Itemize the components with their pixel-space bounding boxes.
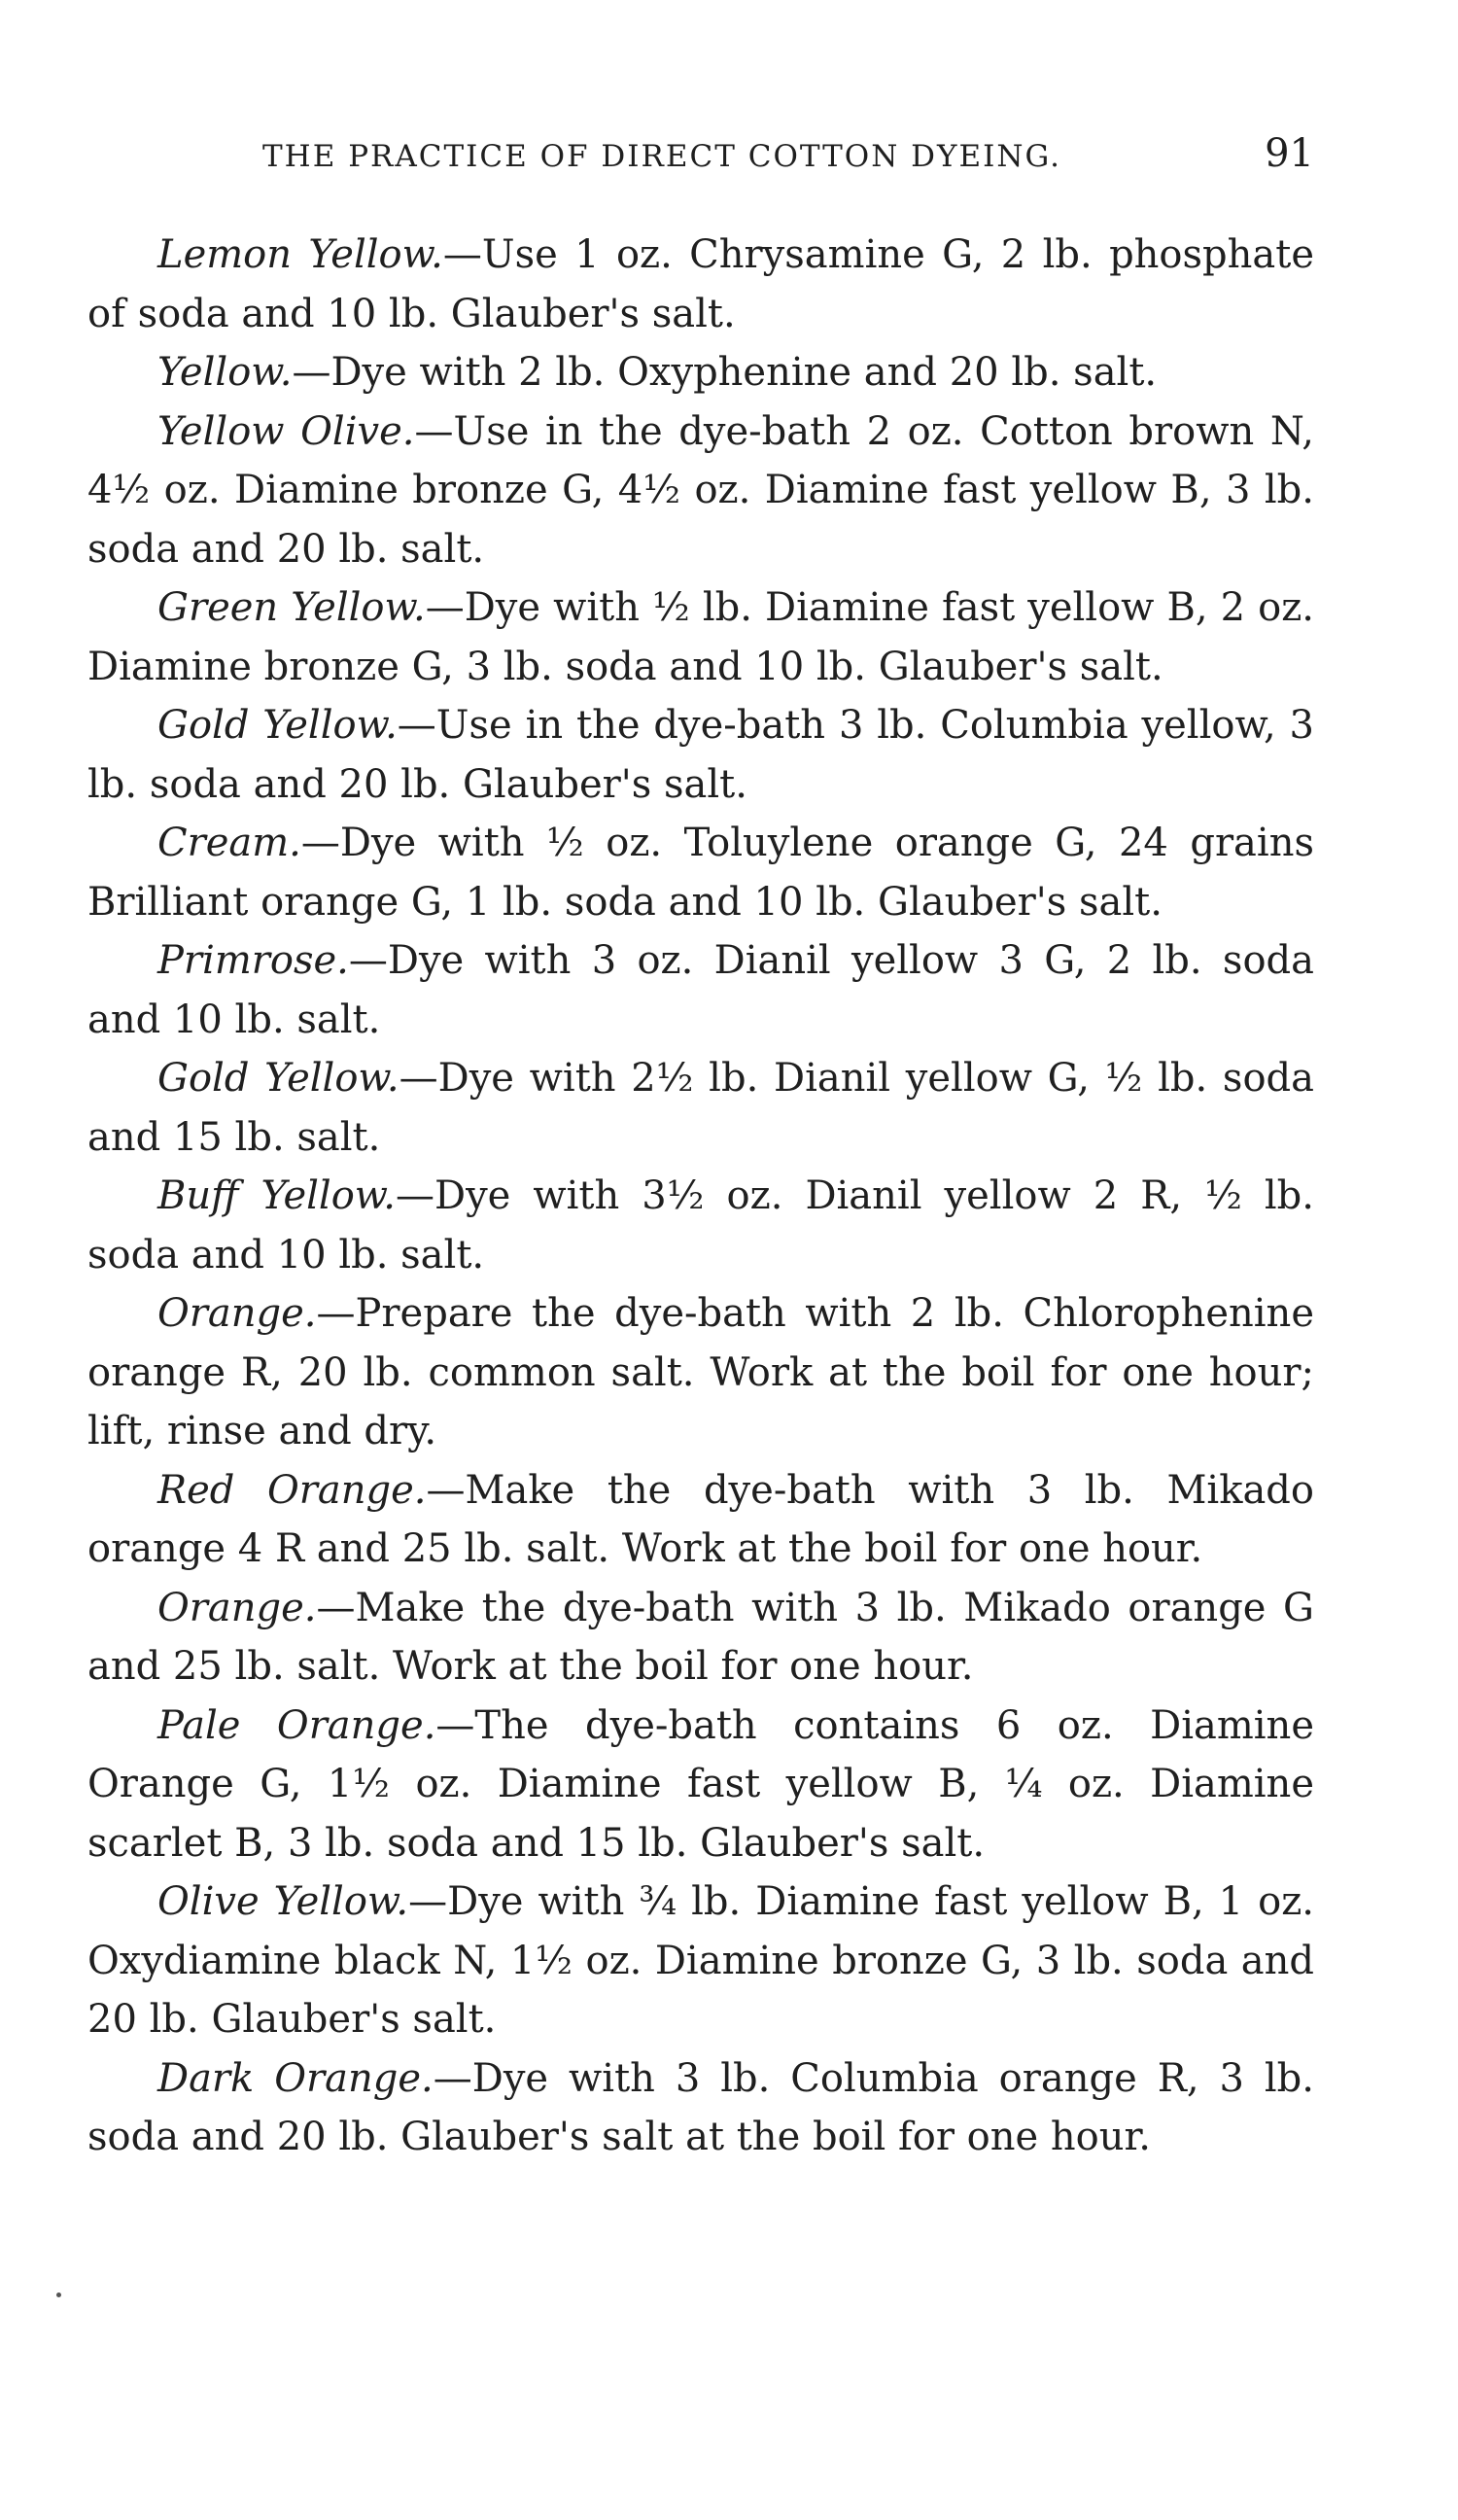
recipe-name: Pale Orange.: [157, 1702, 436, 1748]
recipe-name: Lemon Yellow.: [157, 232, 443, 277]
recipe-text: —Dye with ¾ lb. Diamine fast yellow B, 1 oz. Oxydiamine black N, 1½ oz. Diamine bronze G, 3 lb. soda and 20 lb. Glauber's salt.: [87, 1879, 1315, 2042]
recipe-paragraph: [87, 578, 1314, 696]
recipe-paragraph: [87, 2049, 1314, 2167]
recipe-name: Gold Yellow.: [157, 703, 398, 748]
recipe-text: —Use in the dye-bath 2 oz. Cotton brown N, 4½ oz. Diamine bronze G, 4½ oz. Diamine fast yellow B, 3 lb. soda and 20 lb. salt.: [87, 408, 1314, 572]
recipe-paragraph: [87, 1579, 1314, 1697]
page-number: 91: [1265, 131, 1314, 176]
recipe-text: —Use in the dye-bath 3 lb. Columbia yellow, 3 lb. soda and 20 lb. Glauber's salt.: [87, 703, 1315, 807]
recipe-text: —Dye with ½ oz. Toluylene orange G, 24 grains Brilliant orange G, 1 lb. soda and 10 lb. Glauber's salt.: [87, 821, 1314, 925]
recipe-text: —Dye with ½ lb. Diamine fast yellow B, 2 oz. Diamine bronze G, 3 lb. soda and 10 lb. Glauber's salt.: [87, 585, 1315, 689]
recipe-name: Olive Yellow.: [157, 1879, 409, 1924]
recipe-paragraph: [87, 1167, 1314, 1284]
recipe-name: Buff Yellow.: [157, 1173, 397, 1218]
recipe-name: Green Yellow.: [157, 585, 426, 630]
body-text: [87, 226, 1314, 2167]
header-title: THE PRACTICE OF DIRECT COTTON DYEING.: [262, 139, 1062, 174]
recipe-paragraph: [87, 814, 1314, 931]
recipe-text: —The dye-bath contains 6 oz. Diamine Orange G, 1½ oz. Diamine fast yellow B, ¼ oz. Diamine scarlet B, 3 lb. soda and 15 lb. Glauber's salt.: [87, 1702, 1314, 1866]
running-header: [87, 131, 1314, 184]
recipe-name: Cream.: [157, 821, 301, 865]
recipe-name: Dark Orange.: [157, 2055, 434, 2101]
recipe-paragraph: [87, 343, 1314, 402]
recipe-text: —Make the dye-bath with 3 lb. Mikado orange 4 R and 25 lb. salt. Work at the boil for one hour.: [87, 1467, 1314, 1571]
recipe-text: —Use 1 oz. Chrysamine G, 2 lb. phosphate of soda and 10 lb. Glauber's salt.: [87, 232, 1315, 336]
recipe-paragraph: [87, 1461, 1314, 1579]
recipe-name: Orange.: [157, 1291, 317, 1336]
recipe-paragraph: [87, 1697, 1314, 1873]
recipe-paragraph: [87, 696, 1314, 814]
recipe-text: —Dye with 2½ lb. Dianil yellow G, ½ lb. soda and 15 lb. salt.: [87, 1056, 1314, 1160]
recipe-name: Yellow Olive.: [157, 408, 415, 454]
recipe-paragraph: [87, 402, 1314, 579]
recipe-text: —Dye with 3½ oz. Dianil yellow 2 R, ½ lb. soda and 10 lb. salt.: [87, 1173, 1314, 1278]
recipe-name: Yellow.: [157, 350, 293, 395]
recipe-name: Primrose.: [157, 938, 349, 983]
recipe-name: Gold Yellow.: [157, 1056, 399, 1101]
recipe-paragraph: [87, 226, 1314, 343]
recipe-text: —Dye with 2 lb. Oxyphenine and 20 lb. salt.: [292, 350, 1158, 395]
recipe-text: —Dye with 3 oz. Dianil yellow 3 G, 2 lb. soda and 10 lb. salt.: [87, 938, 1314, 1042]
recipe-name: Red Orange.: [157, 1467, 427, 1513]
stray-ink-dot: [56, 2292, 61, 2297]
recipe-text: —Make the dye-bath with 3 lb. Mikado orange G and 25 lb. salt. Work at the boil for one hour.: [87, 1585, 1314, 1689]
recipe-paragraph: [87, 931, 1314, 1049]
recipe-text: —Dye with 3 lb. Columbia orange R, 3 lb. soda and 20 lb. Glauber's salt at the boil for one hour.: [87, 2055, 1315, 2159]
recipe-name: Orange.: [157, 1585, 317, 1630]
recipe-paragraph: [87, 1872, 1314, 2049]
recipe-paragraph: [87, 1284, 1314, 1461]
recipe-paragraph: [87, 1049, 1314, 1167]
recipe-text: —Prepare the dye-bath with 2 lb. Chlorophenine orange R, 20 lb. common salt. Work at the boil for one hour; lift, rinse and dry.: [87, 1291, 1314, 1453]
